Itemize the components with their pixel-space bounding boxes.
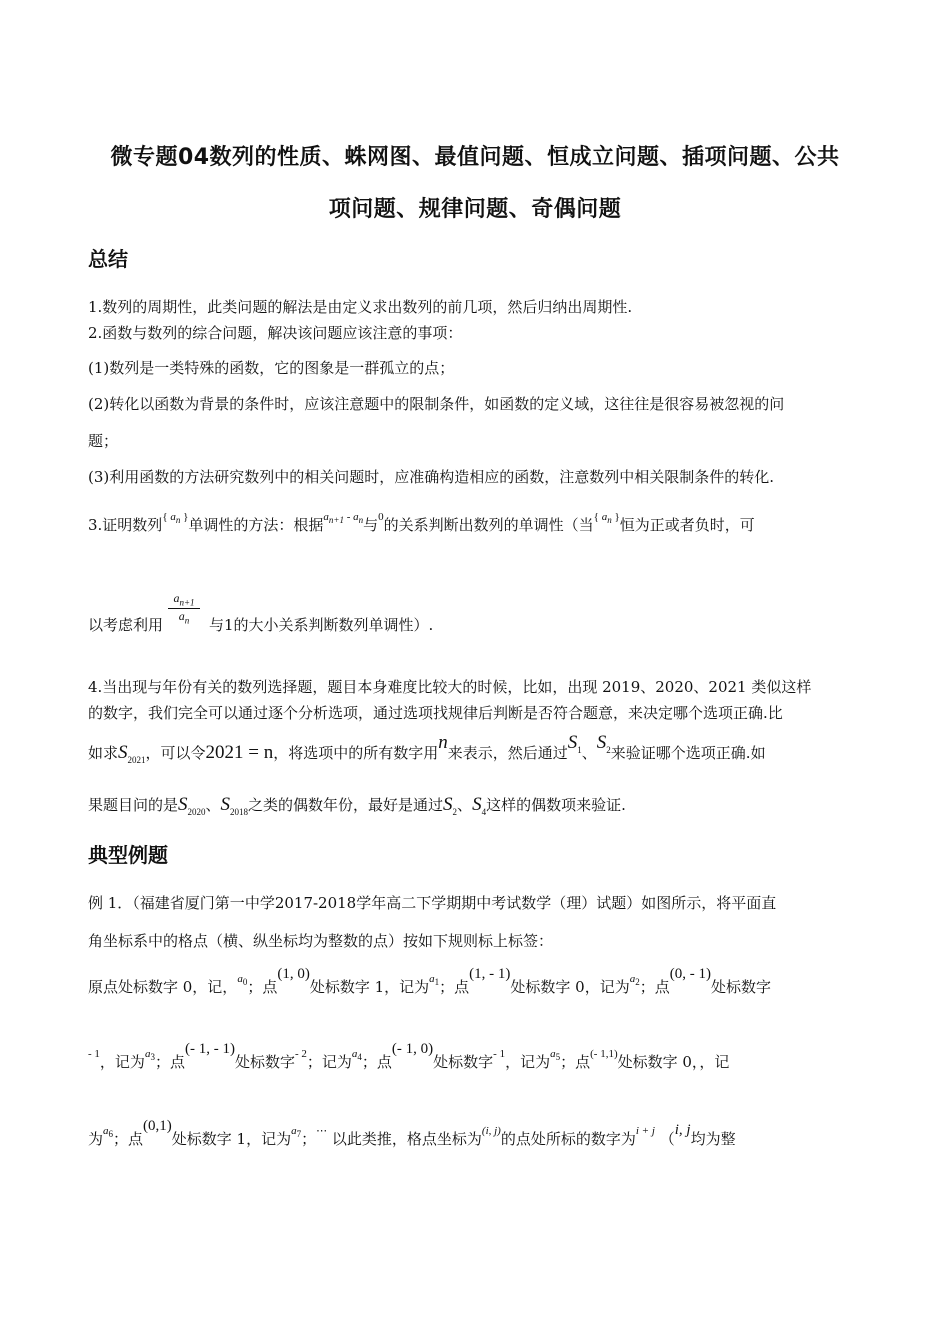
- i-j-vars: i, j: [674, 1122, 691, 1138]
- s2-symbol: $S_2$: [596, 732, 611, 755]
- point-neg1-0: (- 1, 0): [391, 1041, 434, 1057]
- page-title-line-1: 微专题04数列的性质、蛛网图、最值问题、恒成立问题、插项问题、公共: [110, 145, 840, 170]
- i-plus-j: i + j: [635, 1125, 655, 1137]
- summary-item-3-cont: 以考虑利用 与1的大小关系判断数列单调性）.: [88, 616, 434, 634]
- page-title-line-2: 项问题、规律问题、奇偶问题: [328, 197, 622, 222]
- example-1-line-5: 为$^{a_6}$；点(0,1)处标数字 1，记为$^{a_7}$；⋯ 以此类推，格点坐标为$^{(i, j)}$的点处所标的数字为$^{i + j}$ （i, j均为整: [88, 1118, 736, 1148]
- neg-1-value-b: - 1: [493, 1048, 506, 1060]
- s2021-symbol: $S_{2021}$: [118, 742, 146, 765]
- sequence-an-formula-2: { an }: [593, 511, 620, 526]
- point-0-neg1: (0, - 1): [669, 966, 711, 982]
- neg-1-value: - 1: [88, 1048, 100, 1060]
- n-symbol: n: [438, 732, 448, 753]
- a6-symbol: a6: [103, 1125, 114, 1140]
- neg-2-value: - 2: [294, 1048, 307, 1060]
- point-0-1: (0,1): [143, 1118, 172, 1134]
- summary-item-4-line-4: 果题目问的是$S_{2020}$、$S_{2018}$之类的偶数年份，最好是通过$S_2$、$S_4$这样的偶数项来验证.: [88, 794, 626, 817]
- sequence-an-formula: { an }: [162, 511, 189, 526]
- point-1-neg1: (1, - 1): [469, 966, 511, 982]
- s1-symbol: $S_1$: [567, 732, 582, 755]
- point-1-0: (1, 0): [277, 966, 310, 982]
- a5-symbol: a5: [550, 1048, 561, 1063]
- summary-item-3: 3.证明数列$^{\{ a_n \}}$单调性的方法：根据$^{a_{n+1} - a_n}$与$^0$的关系判断出数列的单调性（当$^{\{ a_n \}}$恒为正或者负时，可: [88, 511, 755, 534]
- summary-heading: 总结: [88, 247, 128, 271]
- ratio-fraction: $\frac{a_{n+1}}{a_n}$: [168, 591, 200, 626]
- summary-item-2-1: (1)数列是一类特殊的函数，它的图象是一群孤立的点；: [88, 359, 455, 377]
- ellipsis: ⋯: [316, 1125, 328, 1137]
- point-i-j: (i, j): [481, 1125, 501, 1137]
- summary-item-1: 1.数列的周期性，此类问题的解法是由定义求出数列的前几项，然后归纳出周期性.: [88, 298, 633, 316]
- summary-item-2-3: (3)利用函数的方法研究数列中的相关问题时，应准确构造相应的函数，注意数列中相关限制条件的转化.: [88, 468, 775, 486]
- summary-item-2-2: (2)转化以函数为背景的条件时，应该注意题中的限制条件，如函数的定义域，这往往是很容易被忽视的问: [88, 395, 785, 413]
- examples-heading: 典型例题: [88, 843, 168, 867]
- summary-item-4: 4.当出现与年份有关的数列选择题，题目本身难度比较大的时候，比如，出现 2019、2020、2021 类似这样: [88, 678, 812, 696]
- a2-symbol: a2: [629, 973, 640, 988]
- let-2021-eq-n: 2021 = n: [205, 742, 274, 763]
- a7-symbol: a7: [291, 1125, 302, 1140]
- example-1-line-3: 原点处标数字 0，记，$^{a_0}$；点(1, 0)处标数字 1，记为$^{a_1}$；点(1, - 1)处标数字 0，记为$^{a_2}$；点(0, - 1)处标数字: [88, 966, 771, 996]
- s2018-symbol: $S_{2018}$: [220, 794, 249, 817]
- s2020-symbol: $S_{2020}$: [178, 794, 206, 817]
- example-1-line-4: $^{- 1}$，记为$^{a_3}$；点(- 1, - 1)处标数字$^{- 2}$；记为$^{a_4}$；点(- 1, 0)处标数字$^{- 1}$，记为$^{a_5}$；点$^{(- 1,1)}$处标数字 0，，记: [88, 1041, 730, 1071]
- example-1-line-2: 角坐标系中的格点（横、纵坐标均为整数的点）按如下规则标上标签：: [88, 932, 554, 950]
- summary-item-4-line-2: 的数字，我们完全可以通过逐个分析选项，通过选项找规律后判断是否符合题意，来决定哪个选项正确.比: [88, 704, 783, 722]
- summary-item-4-line-3: 如求$S_{2021}$，可以令2021 = n，将选项中的所有数字用n来表示，然后通过$S_1$、$S_2$来验证哪个选项正确.如: [88, 732, 766, 765]
- summary-item-2: 2.函数与数列的综合问题，解决该问题应该注意的事项：: [88, 324, 463, 342]
- zero-value: 0: [378, 511, 384, 523]
- difference-formula: an+1 - an: [323, 511, 364, 526]
- point-neg1-1: (- 1,1): [590, 1048, 618, 1060]
- summary-item-2-2-cont: 题；: [88, 432, 119, 450]
- a4-symbol: a4: [351, 1048, 362, 1063]
- s4-symbol: $S_4$: [472, 794, 487, 817]
- a0-symbol: a0: [237, 973, 248, 988]
- point-neg1-neg1: (- 1, - 1): [184, 1041, 235, 1057]
- a3-symbol: a3: [144, 1048, 155, 1063]
- s2-symbol-b: $S_2$: [443, 794, 458, 817]
- example-1-line-1: 例 1．（福建省厦门第一中学2017-2018学年高二下学期期中考试数学（理）试题）如图所示，将平面直: [88, 894, 777, 912]
- a1-symbol: a1: [429, 973, 440, 988]
